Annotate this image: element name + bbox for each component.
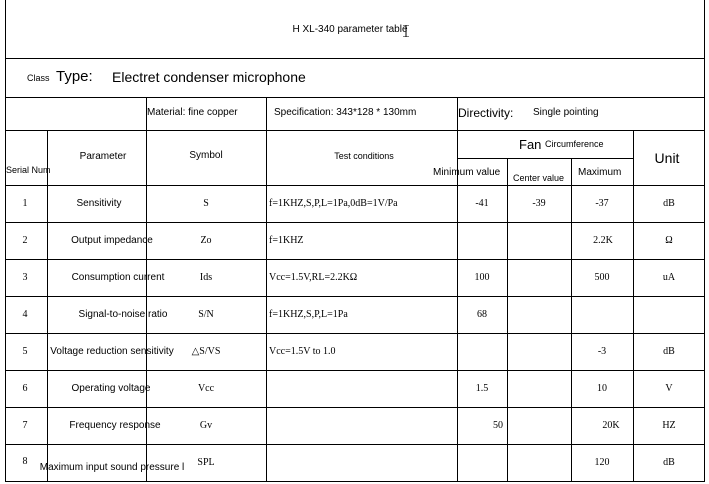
divider xyxy=(458,158,633,159)
divider xyxy=(5,259,705,260)
divider xyxy=(633,130,634,482)
cell-unit: HZ xyxy=(662,420,676,431)
cell-no: 7 xyxy=(22,420,28,431)
cell-test: Vcc=1.5V to 1.0 xyxy=(269,346,336,357)
text-cursor-icon xyxy=(402,25,410,37)
cell-test: f=1KHZ,S,P,L=1Pa,0dB=1V/Pa xyxy=(269,198,398,209)
divider xyxy=(507,158,508,482)
cell-min: 68 xyxy=(477,309,487,320)
cell-max: 120 xyxy=(594,457,610,468)
cell-symbol: S xyxy=(203,198,209,209)
type-value: Electret condenser microphone xyxy=(112,69,306,85)
divider xyxy=(266,97,267,130)
cell-unit: dB xyxy=(663,346,675,357)
cell-symbol: Ids xyxy=(199,272,213,283)
divider xyxy=(5,130,705,131)
divider xyxy=(5,97,705,98)
cell-test: f=1KHZ,S,P,L=1Pa xyxy=(269,309,348,320)
cell-unit: dB xyxy=(663,457,675,468)
header-serial: Serial Num xyxy=(6,165,51,175)
cell-test: f=1KHZ xyxy=(269,235,304,246)
header-test-conditions: Test conditions xyxy=(334,151,394,161)
table-title: H XL-340 parameter table xyxy=(292,24,408,35)
header-circumference: Circumference xyxy=(545,139,604,149)
header-maximum: Maximum xyxy=(578,167,622,178)
directivity-label: Directivity: xyxy=(458,106,514,120)
specification-text: Specification: 343*128 * 130mm xyxy=(274,107,417,118)
cell-min: 100 xyxy=(474,272,490,283)
cell-no: 3 xyxy=(22,272,28,283)
cell-parameter: Frequency response xyxy=(69,420,161,431)
cell-unit: V xyxy=(665,383,673,394)
divider xyxy=(47,130,48,482)
header-unit: Unit xyxy=(654,150,680,166)
divider xyxy=(5,370,705,371)
divider xyxy=(5,444,705,445)
divider xyxy=(457,130,458,482)
divider xyxy=(5,185,705,186)
cell-max: 500 xyxy=(594,272,610,283)
type-label: Type: xyxy=(56,68,93,85)
cell-min: 50 xyxy=(493,420,503,431)
cell-min: -41 xyxy=(475,198,489,209)
divider xyxy=(571,158,572,482)
cell-parameter: Sensitivity xyxy=(76,198,122,209)
cell-no: 1 xyxy=(22,198,28,209)
divider xyxy=(266,130,267,482)
class-label: Class xyxy=(27,73,50,83)
cell-parameter: Operating voltage xyxy=(71,383,151,394)
cell-center: -39 xyxy=(532,198,546,209)
cell-min: 1.5 xyxy=(475,383,489,394)
cell-no: 5 xyxy=(22,346,28,357)
cell-parameter: Voltage reduction sensitivity xyxy=(50,346,174,357)
divider xyxy=(5,58,705,59)
cell-symbol: SPL xyxy=(197,457,215,468)
cell-max: 2.2K xyxy=(593,235,613,246)
cell-no: 4 xyxy=(22,309,28,320)
header-symbol: Symbol xyxy=(189,150,223,161)
divider xyxy=(5,333,705,334)
cell-parameter: Output impedance xyxy=(71,235,153,246)
cell-max: -37 xyxy=(595,198,609,209)
cell-no: 2 xyxy=(22,235,28,246)
divider xyxy=(5,481,705,482)
header-fan: Fan xyxy=(519,137,542,152)
cell-parameter: Signal-to-noise ratio xyxy=(78,309,168,320)
cell-no: 6 xyxy=(22,383,28,394)
cell-unit: Ω xyxy=(665,235,673,246)
divider xyxy=(5,222,705,223)
cell-parameter: Maximum input sound pressure l xyxy=(39,462,185,473)
divider xyxy=(5,296,705,297)
cell-test: Vcc=1.5V,RL=2.2KΩ xyxy=(269,272,358,283)
divider xyxy=(5,407,705,408)
cell-symbol: Vcc xyxy=(197,383,215,394)
cell-no: 8 xyxy=(22,456,28,467)
cell-symbol: S/N xyxy=(198,309,214,320)
material-text: Material: fine copper xyxy=(147,107,238,118)
header-minimum: Minimum value xyxy=(433,167,501,178)
cell-max: 20K xyxy=(602,420,620,431)
cell-symbol: △S/VS xyxy=(191,346,221,357)
cell-symbol: Zo xyxy=(200,235,212,246)
header-center: Center value xyxy=(513,173,565,183)
cell-unit: uA xyxy=(662,272,676,283)
cell-max: 10 xyxy=(597,383,607,394)
cell-unit: dB xyxy=(663,198,675,209)
header-parameter: Parameter xyxy=(79,151,127,162)
cell-symbol: Gv xyxy=(199,420,213,431)
cell-max: -3 xyxy=(597,346,607,357)
cell-parameter: Consumption current xyxy=(71,272,165,283)
directivity-value: Single pointing xyxy=(533,107,599,118)
